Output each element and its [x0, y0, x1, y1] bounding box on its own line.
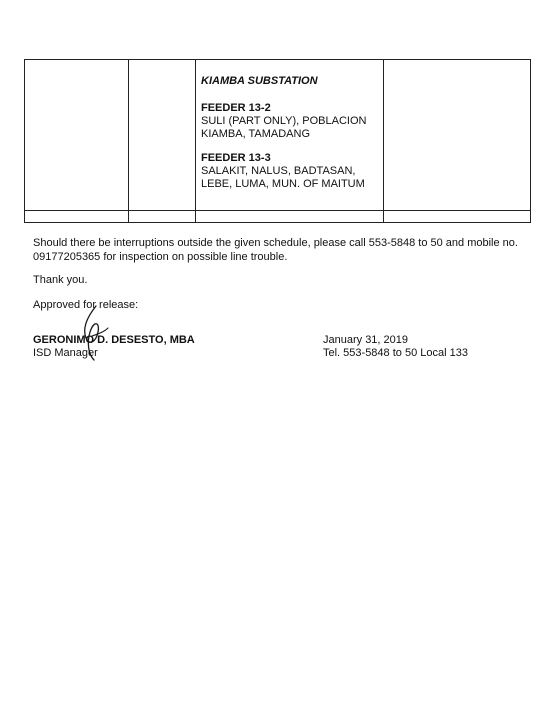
table-cell-area — [196, 60, 384, 211]
feeder-name: FEEDER 13-2 — [201, 102, 271, 114]
feeder-area-line: KIAMBA, TAMADANG — [201, 128, 311, 140]
table-cell — [25, 210, 129, 222]
signatory-title: ISD Manager — [33, 347, 98, 359]
table-cell — [129, 210, 196, 222]
approved-label: Approved for release: — [33, 299, 139, 311]
feeder-block — [201, 102, 383, 141]
table-cell — [384, 210, 531, 222]
table-cell — [196, 210, 384, 222]
feeder-area-line: LEBE, LUMA, MUN. OF MAITUM — [201, 178, 365, 190]
table-row — [25, 210, 531, 222]
substation-title: KIAMBA SUBSTATION — [201, 75, 318, 87]
feeder-name: FEEDER 13-3 — [201, 152, 271, 164]
contact-telephone: Tel. 553-5848 to 50 Local 133 — [323, 347, 468, 359]
thank-you-text: Thank you. — [33, 274, 88, 286]
table-cell-date — [25, 60, 129, 211]
feeder-area-line: SULI (PART ONLY), POBLACION — [201, 115, 367, 127]
feeder-block — [201, 152, 383, 191]
interruption-notice: Should there be interruptions outside the given schedule, please call 553-5848 to 50 and mobile no. 09177205365 for inspection on possible line trouble. — [33, 237, 518, 263]
signatory-name: GERONIMO D. DESESTO, MBA — [33, 334, 195, 346]
table-cell-time — [129, 60, 196, 211]
table-cell-remarks — [384, 60, 531, 211]
feeder-area-line: SALAKIT, NALUS, BADTASAN, — [201, 165, 356, 177]
document-date: January 31, 2019 — [323, 334, 409, 346]
schedule-table — [24, 59, 531, 223]
table-row — [25, 60, 531, 211]
